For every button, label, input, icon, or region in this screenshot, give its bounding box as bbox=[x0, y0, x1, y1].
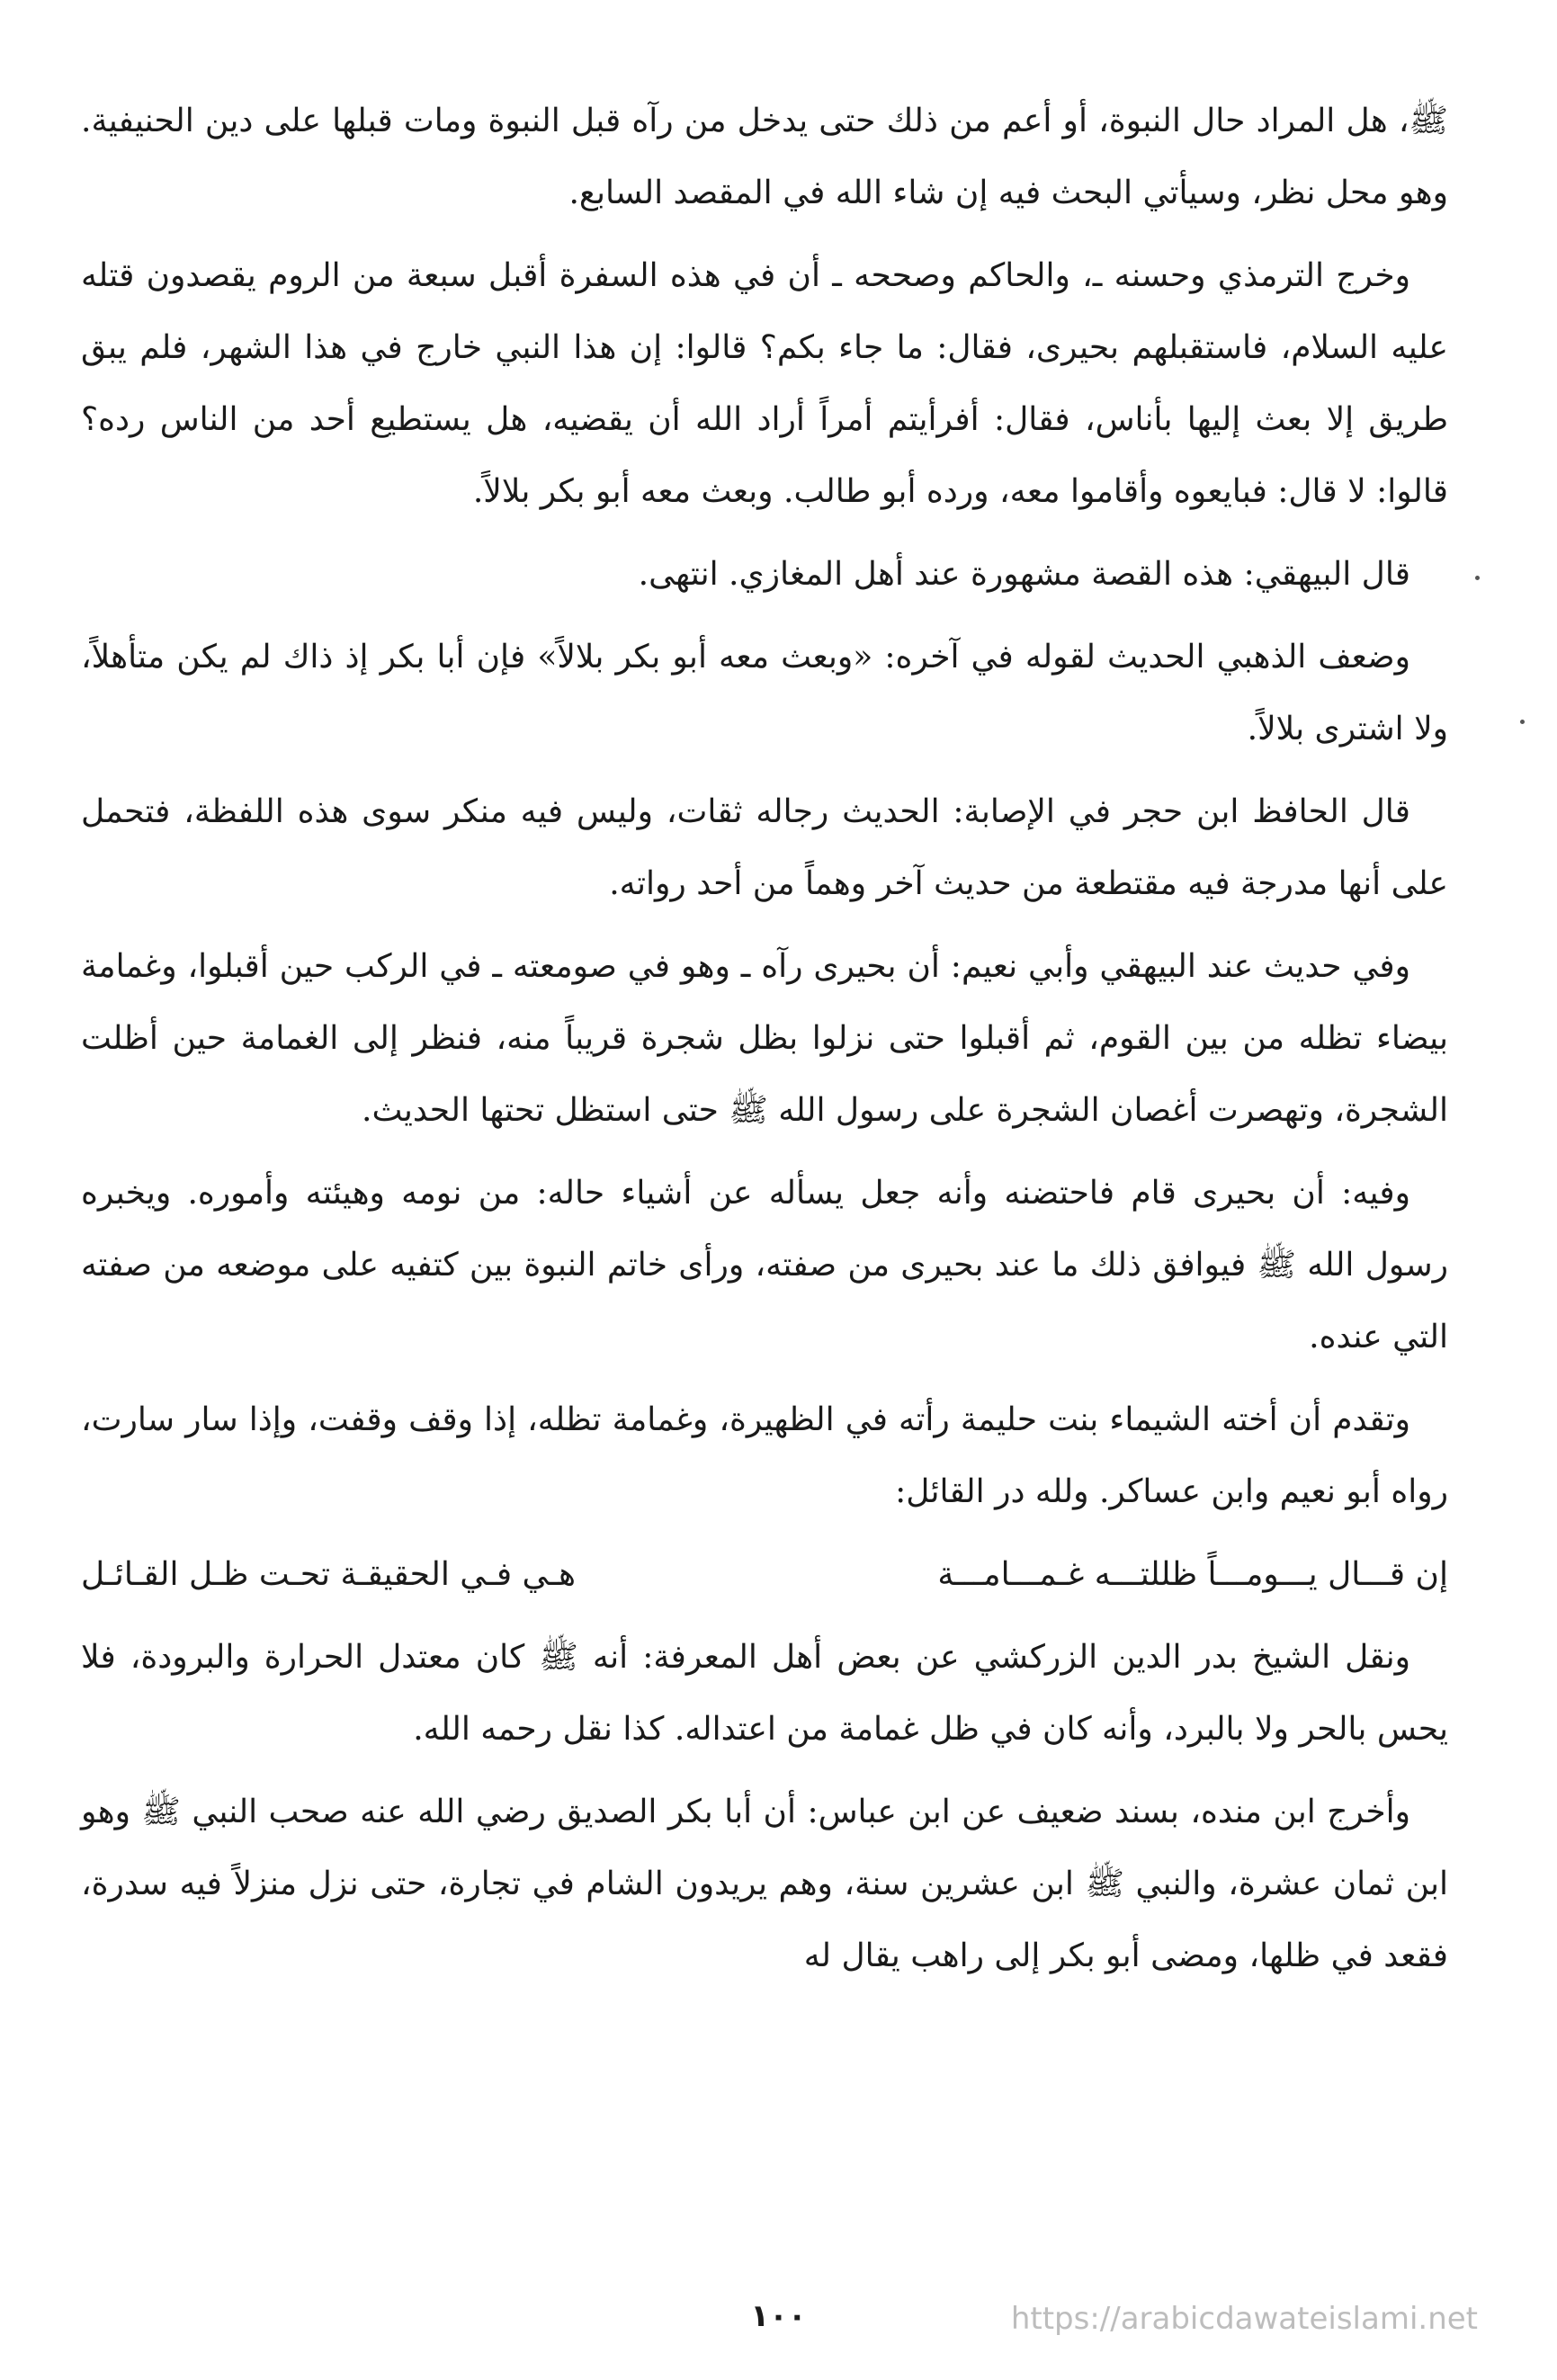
paragraph-5: قال الحافظ ابن حجر في الإصابة: الحديث رجاله ثقات، وليس فيه منكر سوى هذه اللفظة، فتحمل على أنها مدرجة فيه مقتطعة من حديث آخر وهماً من أحد رواته. bbox=[81, 793, 1448, 902]
paragraph-3: قال البيهقي: هذه القصة مشهورة عند أهل المغازي. انتهى. bbox=[638, 556, 1410, 593]
paragraph-6: وفي حديث عند البيهقي وأبي نعيم: أن بحيرى رآه ـ وهو في صومعته ـ في الركب حين أقبلوا، وغمامة بيضاء تظله من بين القوم، ثم أقبلوا حتى نزلوا بظل شجرة قريباً منه، فنظر إلى الغمامة حين أظلت الشجرة، وتهصرت أغصان الشجرة على رسول الله ﷺ حتى استظل تحتها الحديث. bbox=[81, 948, 1448, 1129]
paragraph-9: ونقل الشيخ بدر الدين الزركشي عن بعض أهل المعرفة: أنه ﷺ كان معتدل الحرارة والبرودة، فلا يحس بالحر ولا بالبرد، وأنه كان في ظل غمامة من اعتداله. كذا نقل رحمه الله. bbox=[81, 1639, 1448, 1748]
paragraph-1: ﷺ، هل المراد حال النبوة، أو أعم من ذلك حتى يدخل من رآه قبل النبوة ومات قبلها على دين الحنيفية. وهو محل نظر، وسيأتي البحث فيه إن شاء الله في المقصد السابع. bbox=[81, 103, 1448, 211]
scan-speck bbox=[1475, 576, 1480, 580]
poetry-verse bbox=[81, 1539, 1448, 1611]
paragraph-4: وضعف الذهبي الحديث لقوله في آخره: «وبعث معه أبو بكر بلالاً» فإن أبا بكر إذ ذاك لم يكن متأهلاً، ولا اشترى بلالاً. bbox=[81, 639, 1448, 747]
paragraph-7: وفيه: أن بحيرى قام فاحتضنه وأنه جعل يسأله عن أشياء حاله: من نومه وهيئته وأموره. ويخبره رسول الله ﷺ فيوافق ذلك ما عند بحيرى من صفته، ورأى خاتم النبوة بين كتفيه على موضعه من صفته التي عنده. bbox=[81, 1175, 1448, 1356]
paragraph-10: وأخرج ابن منده، بسند ضعيف عن ابن عباس: أن أبا بكر الصديق رضي الله عنه صحب النبي ﷺ وهو ابن ثمان عشرة، والنبي ﷺ ابن عشرين سنة، وهم يريدون الشام في تجارة، حتى نزل منزلاً فيه سدرة، فقعد في ظلها، ومضى أبو بكر إلى راهب يقال له bbox=[81, 1794, 1448, 1974]
page-number: ١٠٠ bbox=[750, 2298, 807, 2334]
page-body bbox=[81, 85, 1448, 2003]
verse-first-hemistich: إن قـــال يـــومـــاً ظللتـــه غـمـــامـــة bbox=[937, 1556, 1448, 1593]
paragraph-8: وتقدم أن أخته الشيماء بنت حليمة رأته في الظهيرة، وغمامة تظله، إذا وقف وقفت، وإذا سار سارت، رواه أبو نعيم وابن عساكر. ولله در القائل: bbox=[81, 1401, 1448, 1510]
verse-second-hemistich: هـي فـي الحقيقـة تحـت ظـل القـائـل bbox=[81, 1556, 577, 1593]
scan-speck bbox=[1520, 720, 1525, 724]
watermark-url: https://arabicdawateislami.net bbox=[1010, 2301, 1478, 2337]
paragraph-2: وخرج الترمذي وحسنه ـ، والحاكم وصححه ـ أن في هذه السفرة أقبل سبعة من الروم يقصدون قتله عليه السلام، فاستقبلهم بحيرى، فقال: ما جاء بكم؟ قالوا: إن هذا النبي خارج في هذا الشهر، فلم يبق طريق إلا بعث إليها بأناس، فقال: أفرأيتم أمراً أراد الله أن يقضيه، هل يستطيع أحد من الناس رده؟ قالوا: لا قال: فبايعوه وأقاموا معه، ورده أبو طالب. وبعث معه أبو بكر بلالاً. bbox=[81, 257, 1448, 510]
